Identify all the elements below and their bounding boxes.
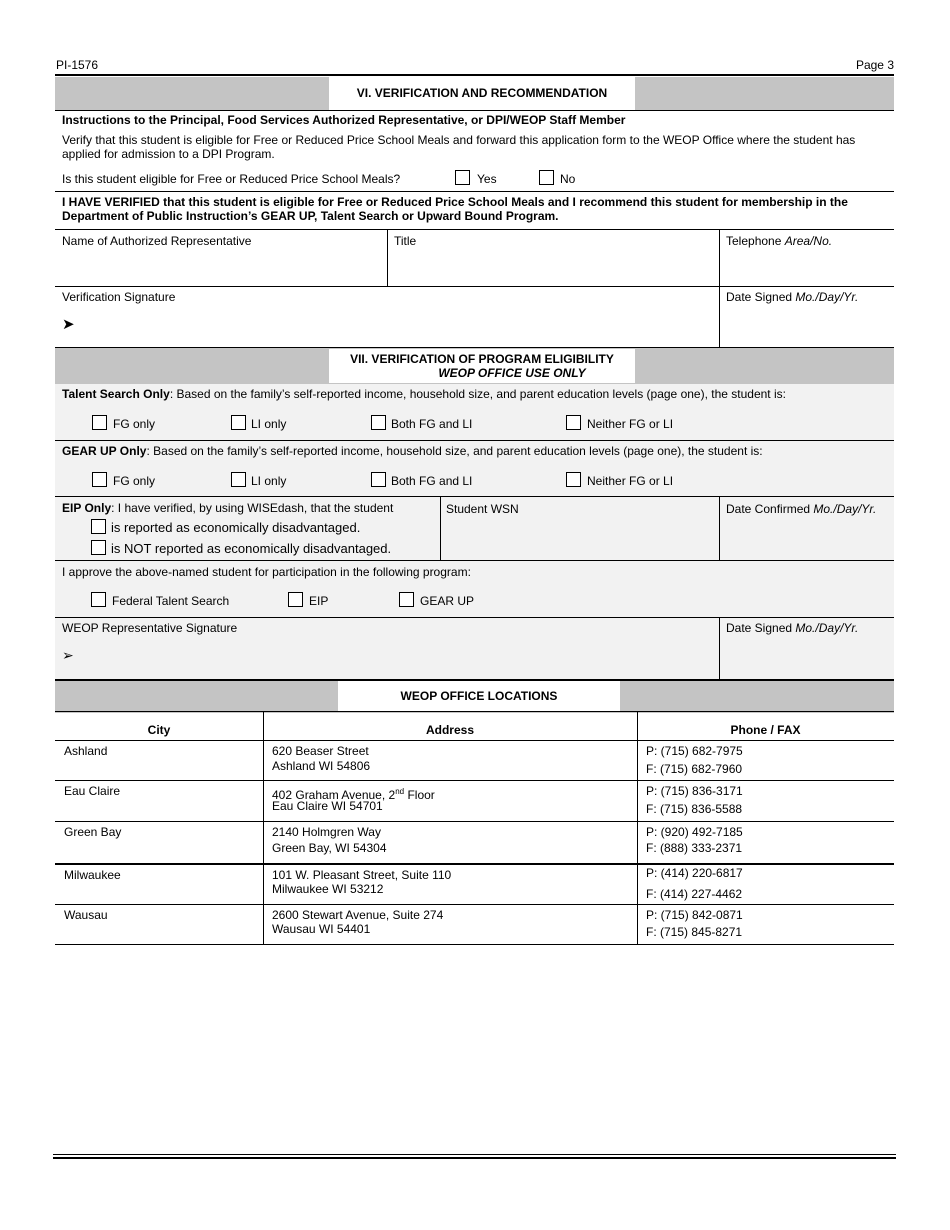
divider [55, 863, 894, 865]
table-row-address1: 2600 Stewart Avenue, Suite 274 [272, 908, 444, 922]
rep-date-signed-hint: Mo./Day/Yr. [795, 621, 859, 635]
gear-both-checkbox[interactable] [371, 472, 386, 487]
divider [55, 229, 894, 230]
section7-title-box [329, 349, 635, 383]
page-number: Page 3 [855, 58, 894, 72]
table-row-fax: F: (414) 227-4462 [646, 887, 743, 901]
yes-label: Yes [477, 172, 497, 186]
gear-up-text: : Based on the family’s self-reported income, household size, and parent education levels (page one), the student is: [146, 444, 763, 458]
telephone-hint: Area/No. [784, 234, 833, 248]
gear-up-program-label: GEAR UP [420, 594, 475, 608]
talent-li-label: LI only [251, 417, 287, 431]
title-label: Title [394, 234, 417, 248]
divider [263, 712, 264, 945]
instructions-text: Verify that this student is eligible for Free or Reduced Price School Meals and forward this application form to the WEOP Office where the student has applied for admission to a DPI Program. [62, 133, 856, 161]
divider [719, 497, 720, 560]
table-row-address1: 2140 Holmgren Way [272, 825, 381, 839]
table-row-city: Eau Claire [64, 784, 121, 798]
date-confirmed-label [726, 502, 876, 516]
address1-tail: Floor [404, 788, 435, 802]
verification-signature-label: Verification Signature [62, 290, 176, 304]
col-city: City [147, 723, 171, 737]
date-confirmed-hint: Mo./Day/Yr. [813, 502, 877, 516]
table-row-fax: F: (888) 333-2371 [646, 841, 743, 855]
divider [55, 944, 894, 945]
divider [55, 904, 894, 905]
table-row-phone: P: (715) 842-0871 [646, 908, 743, 922]
talent-search-line [62, 387, 786, 401]
signature-arrow-icon: ➤ [62, 316, 75, 333]
divider [55, 286, 894, 287]
approve-text: I approve the above-named student for participation in the following program: [62, 565, 471, 579]
gear-neither-checkbox[interactable] [566, 472, 581, 487]
federal-talent-search-checkbox[interactable] [91, 592, 106, 607]
gear-up-program-checkbox[interactable] [399, 592, 414, 607]
no-label: No [560, 172, 576, 186]
rep-date-signed-label [726, 621, 858, 635]
form-id: PI-1576 [56, 58, 99, 72]
eip-program-checkbox[interactable] [288, 592, 303, 607]
gear-up-label: GEAR UP Only [62, 444, 147, 458]
divider [440, 497, 441, 560]
talent-neither-checkbox[interactable] [566, 415, 581, 430]
divider [719, 618, 720, 681]
table-row-city: Green Bay [64, 825, 122, 839]
divider [55, 711, 894, 712]
date-signed-text: Date Signed [726, 290, 793, 304]
talent-both-checkbox[interactable] [371, 415, 386, 430]
rep-signature-field[interactable] [330, 621, 710, 676]
rep-signature-label: WEOP Representative Signature [62, 621, 238, 635]
footer-rule-bottom [53, 1157, 896, 1159]
table-row-address2: Wausau WI 54401 [272, 922, 371, 936]
divider [55, 191, 894, 192]
section6-title: VI. VERIFICATION AND RECOMMENDATION [329, 77, 635, 110]
table-row-city: Wausau [64, 908, 108, 922]
verified-statement: I HAVE VERIFIED that this student is eligible for Free or Reduced Price School Meals and I recommend this student for membership in the Department of Public Instruction’s GEAR UP, Talent Search or Upward Bound Program. [62, 195, 848, 223]
table-row-address2: Milwaukee WI 53212 [272, 882, 384, 896]
eip-disadvantaged-checkbox[interactable] [91, 519, 106, 534]
talent-both-label: Both FG and LI [391, 417, 473, 431]
eip-disadvantaged-label: is reported as economically disadvantaged. [111, 520, 361, 535]
table-row-address1: 620 Beaser Street [272, 744, 369, 758]
gear-neither-label: Neither FG or LI [587, 474, 674, 488]
header-rule [55, 74, 894, 76]
table-row-fax: F: (715) 836-5588 [646, 802, 743, 816]
talent-li-checkbox[interactable] [231, 415, 246, 430]
divider [55, 821, 894, 822]
telephone-label [726, 234, 832, 248]
table-row-phone: P: (414) 220-6817 [646, 866, 743, 880]
footer-rule-top [53, 1154, 896, 1155]
instructions-heading: Instructions to the Principal, Food Services Authorized Representative, or DPI/WEOP Staff Member [62, 113, 626, 127]
name-label: Name of Authorized Representative [62, 234, 252, 248]
divider [55, 110, 894, 111]
date-signed-label [726, 290, 858, 304]
gear-fg-label: FG only [113, 474, 156, 488]
eip-label: EIP Only [62, 501, 112, 515]
talent-search-text: : Based on the family’s self-reported income, household size, and parent education levels (page one), the student is: [169, 387, 786, 401]
telephone-label-text: Telephone [726, 234, 782, 248]
eip-not-disadvantaged-label: is NOT reported as economically disadvantaged. [111, 541, 392, 556]
table-row-city: Milwaukee [64, 868, 121, 882]
eip-text: : I have verified, by using WISEdash, that the student [111, 501, 394, 515]
divider [719, 229, 720, 347]
section7-title: VII. VERIFICATION OF PROGRAM ELIGIBILITY [350, 352, 614, 366]
table-row-address2: Ashland WI 54806 [272, 759, 371, 773]
student-wsn-label: Student WSN [446, 502, 519, 516]
section7-subtitle: WEOP OFFICE USE ONLY [438, 366, 586, 380]
table-row-phone: P: (715) 682-7975 [646, 744, 743, 758]
table-row-phone: P: (715) 836-3171 [646, 784, 743, 798]
table-row-address2: Eau Claire WI 54701 [272, 799, 383, 813]
table-row-fax: F: (715) 845-8271 [646, 925, 743, 939]
divider [637, 712, 638, 945]
table-row-address2: Green Bay, WI 54304 [272, 841, 387, 855]
talent-fg-label: FG only [113, 417, 156, 431]
federal-talent-search-label: Federal Talent Search [112, 594, 230, 608]
table-row-city: Ashland [64, 744, 108, 758]
no-checkbox[interactable] [539, 170, 554, 185]
gear-li-label: LI only [251, 474, 287, 488]
table-row-address1: 101 W. Pleasant Street, Suite 110 [272, 868, 452, 882]
talent-fg-checkbox[interactable] [92, 415, 107, 430]
date-confirmed-text: Date Confirmed [726, 502, 811, 516]
address1-sup: nd [395, 787, 405, 796]
gear-up-line [62, 444, 763, 458]
yes-checkbox[interactable] [455, 170, 470, 185]
talent-search-label: Talent Search Only [62, 387, 170, 401]
table-row-fax: F: (715) 682-7960 [646, 762, 743, 776]
table-row-phone: P: (920) 492-7185 [646, 825, 743, 839]
rep-date-signed-text: Date Signed [726, 621, 793, 635]
rep-signature-arrow-icon: ➢ [62, 647, 74, 663]
eip-not-disadvantaged-checkbox[interactable] [91, 540, 106, 555]
address1-text: 402 Graham Avenue, 2 [272, 788, 396, 802]
col-address: Address [425, 723, 475, 737]
locations-title: WEOP OFFICE LOCATIONS [338, 681, 620, 711]
divider [55, 740, 894, 741]
eip-program-label: EIP [309, 594, 329, 608]
verification-signature-field[interactable] [330, 290, 710, 344]
eip-line [62, 501, 393, 515]
gear-both-label: Both FG and LI [391, 474, 473, 488]
divider [387, 229, 388, 286]
gear-fg-checkbox[interactable] [92, 472, 107, 487]
talent-neither-label: Neither FG or LI [587, 417, 674, 431]
date-signed-hint: Mo./Day/Yr. [795, 290, 859, 304]
divider [55, 780, 894, 781]
eligibility-question: Is this student eligible for Free or Reduced Price School Meals? [62, 172, 401, 186]
gear-li-checkbox[interactable] [231, 472, 246, 487]
col-phone: Phone / FAX [730, 723, 801, 737]
